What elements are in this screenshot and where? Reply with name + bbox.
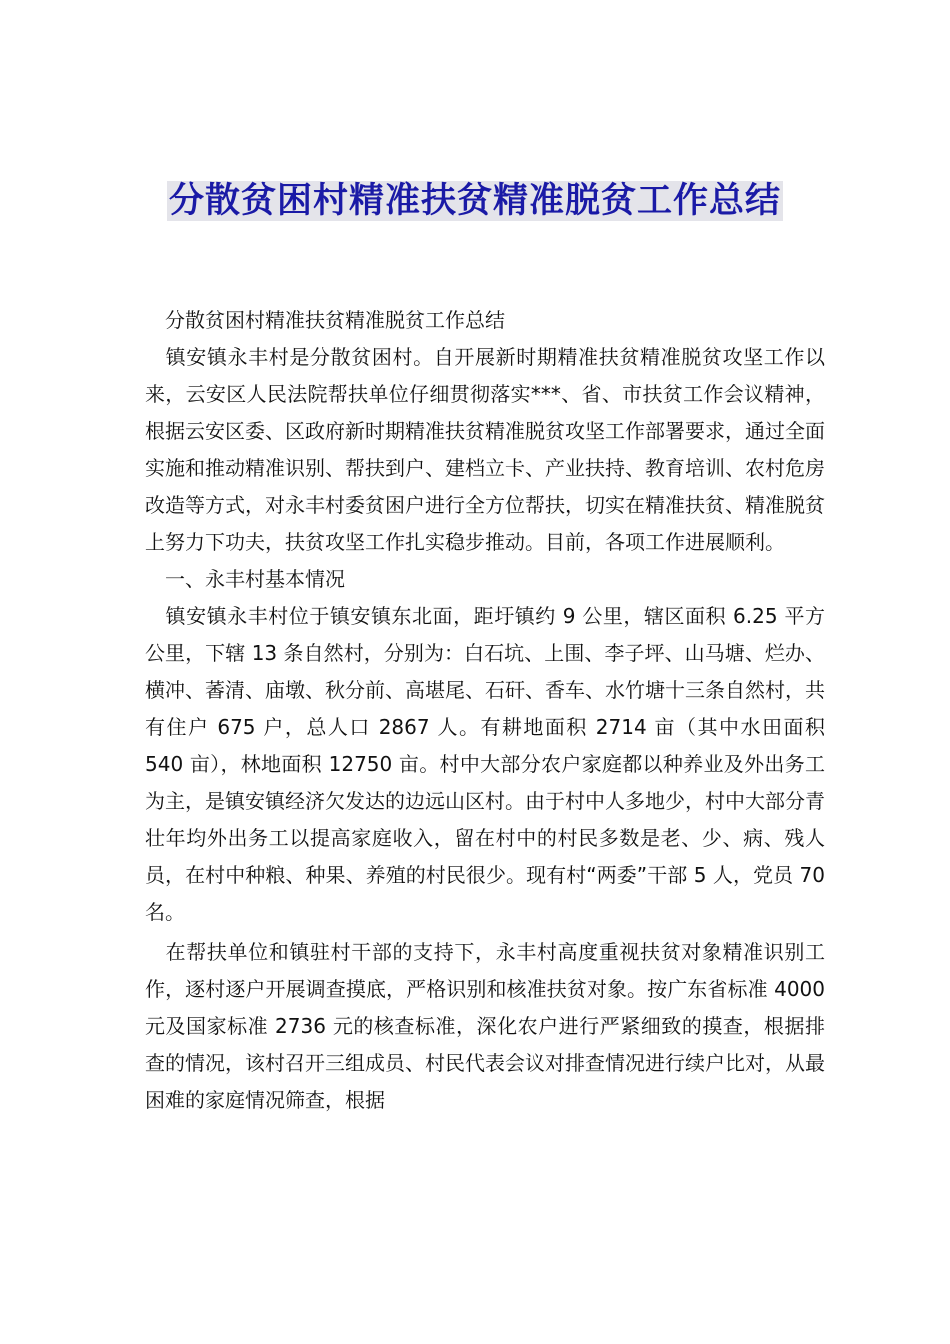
document-title [0,176,950,226]
document-title-text: 分散贫困村精准扶贫精准脱贫工作总结 [168,181,781,221]
section-heading-basic-info: 一、永丰村基本情况 [145,567,345,591]
document-body [145,302,825,1119]
paragraph-identification: 在帮扶单位和镇驻村干部的支持下，永丰村高度重视扶贫对象精准识别工作，逐村逐户开展调查摸底，严格识别和核准扶贫对象。按广东省标准 4000 元及国家标准 2736 元的核查标准，深化农户进行严紧细致的摸查，根据排查的情况，该村召开三组成员、村民代表会议对排查情况进行续户比对，从最困难的家庭情况筛查，根据 [145,940,825,1112]
paragraph-subtitle: 分散贫困村精准扶贫精准脱贫工作总结 [145,308,505,332]
paragraph-intro: 镇安镇永丰村是分散贫困村。自开展新时期精准扶贫精准脱贫攻坚工作以来，云安区人民法院帮扶单位仔细贯彻落实***、省、市扶贫工作会议精神，根据云安区委、区政府新时期精准扶贫精准脱贫攻坚工作部署要求，通过全面实施和推动精准识别、帮扶到户、建档立卡、产业扶持、教育培训、农村危房改造等方式，对永丰村委贫困户进行全方位帮扶，切实在精准扶贫、精准脱贫上努力下功夫，扶贫攻坚工作扎实稳步推动。目前，各项工作进展顺利。 [145,345,825,554]
paragraph-basic-info: 镇安镇永丰村位于镇安镇东北面，距圩镇约 9 公里，辖区面积 6.25 平方公里，下辖 13 条自然村，分别为：白石坑、上围、李子坪、山马塘、烂办、横冲、萫清、庙墩、秋分前、高堪尾、石矸、香车、水竹塘十三条自然村，共有住户 675 户，总人口 2867 人。有耕地面积 2714 亩（其中水田面积 540 亩），林地面积 12750 亩。村中大部分农户家庭都以种养业及外出务工为主，是镇安镇经济欠发达的边远山区村。由于村中人多地少，村中大部分青壮年均外出务工以提高家庭收入，留在村中的村民多数是老、少、病、残人员，在村中种粮、种果、养殖的村民很少。现有村“两委”干部 5 人，党员 70 名。 [145,604,825,924]
